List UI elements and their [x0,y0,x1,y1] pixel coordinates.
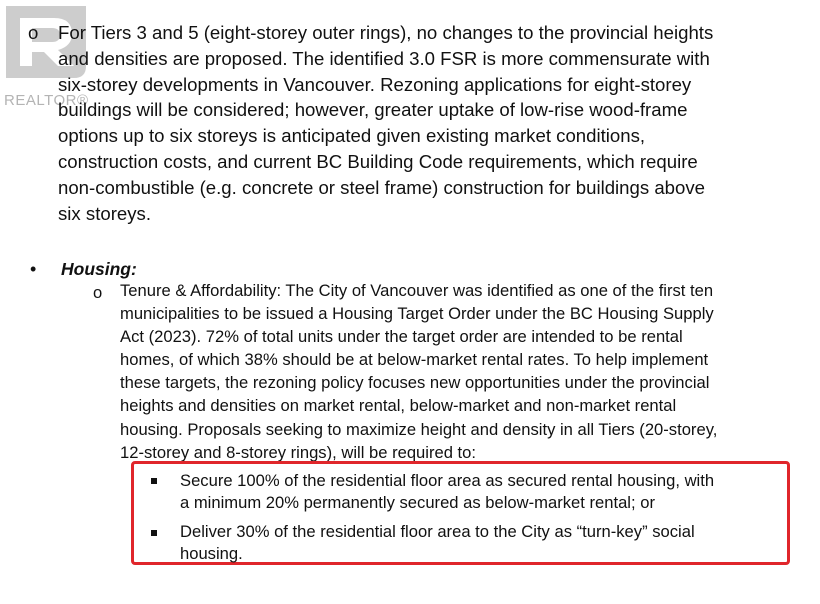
text-line: non-combustible (e.g. concrete or steel frame) construction for buildings above [58,176,705,198]
requirement-item [180,521,695,565]
text-line: buildings will be considered; however, greater uptake of low-rise wood-frame [58,99,688,121]
text-line: these targets, the rezoning policy focuses new opportunities under the provincial [120,373,710,393]
square-bullet-icon [151,530,157,536]
text-line: six storeys. [58,202,151,224]
text-line: municipalities to be issued a Housing Target Order under the BC Housing Supply [120,304,714,324]
text-line: heights and densities on market rental, below-market and non-market rental [120,396,677,416]
text-line: housing. Proposals seeking to maximize height and density in all Tiers (20-storey, [120,419,718,439]
text-line: a minimum 20% permanently secured as below-market rental; or [180,493,655,512]
text-line: homes, of which 38% should be at below-market rental rates. To help implement [120,350,709,370]
bullet-marker: • [30,259,37,279]
text-line: and densities are proposed. The identified 3.0 FSR is more commensurate with [58,47,710,69]
list-marker: o [28,22,39,43]
square-bullet-icon [151,478,157,484]
text-line: 12-storey and 8-storey rings), will be required to: [120,442,477,462]
watermark-text: REALTOR® [4,92,89,109]
text-line: Act (2023). 72% of total units under the target order are intended to be rental [120,327,683,347]
text-line: construction costs, and current BC Building Code requirements, which require [58,150,698,172]
tenure-affordability-paragraph [120,279,717,464]
text-line: housing. [180,544,243,563]
text-line: six-storey developments in Vancouver. Rezoning applications for eight-storey [58,73,692,95]
tier-3-5-paragraph [58,20,713,226]
requirement-item [180,470,714,514]
section-heading: Housing: [61,259,137,279]
text-line: options up to six storeys is anticipated given existing market conditions, [58,125,646,147]
text-line: Tenure & Affordability: The City of Vancouver was identified as one of the first ten [120,281,714,300]
list-marker: o [93,283,103,302]
text-line: Secure 100% of the residential floor area as secured rental housing, with [180,471,715,490]
text-line: For Tiers 3 and 5 (eight-storey outer rings), no changes to the provincial heights [58,22,714,43]
text-line: Deliver 30% of the residential floor area to the City as “turn-key” social [180,522,695,541]
